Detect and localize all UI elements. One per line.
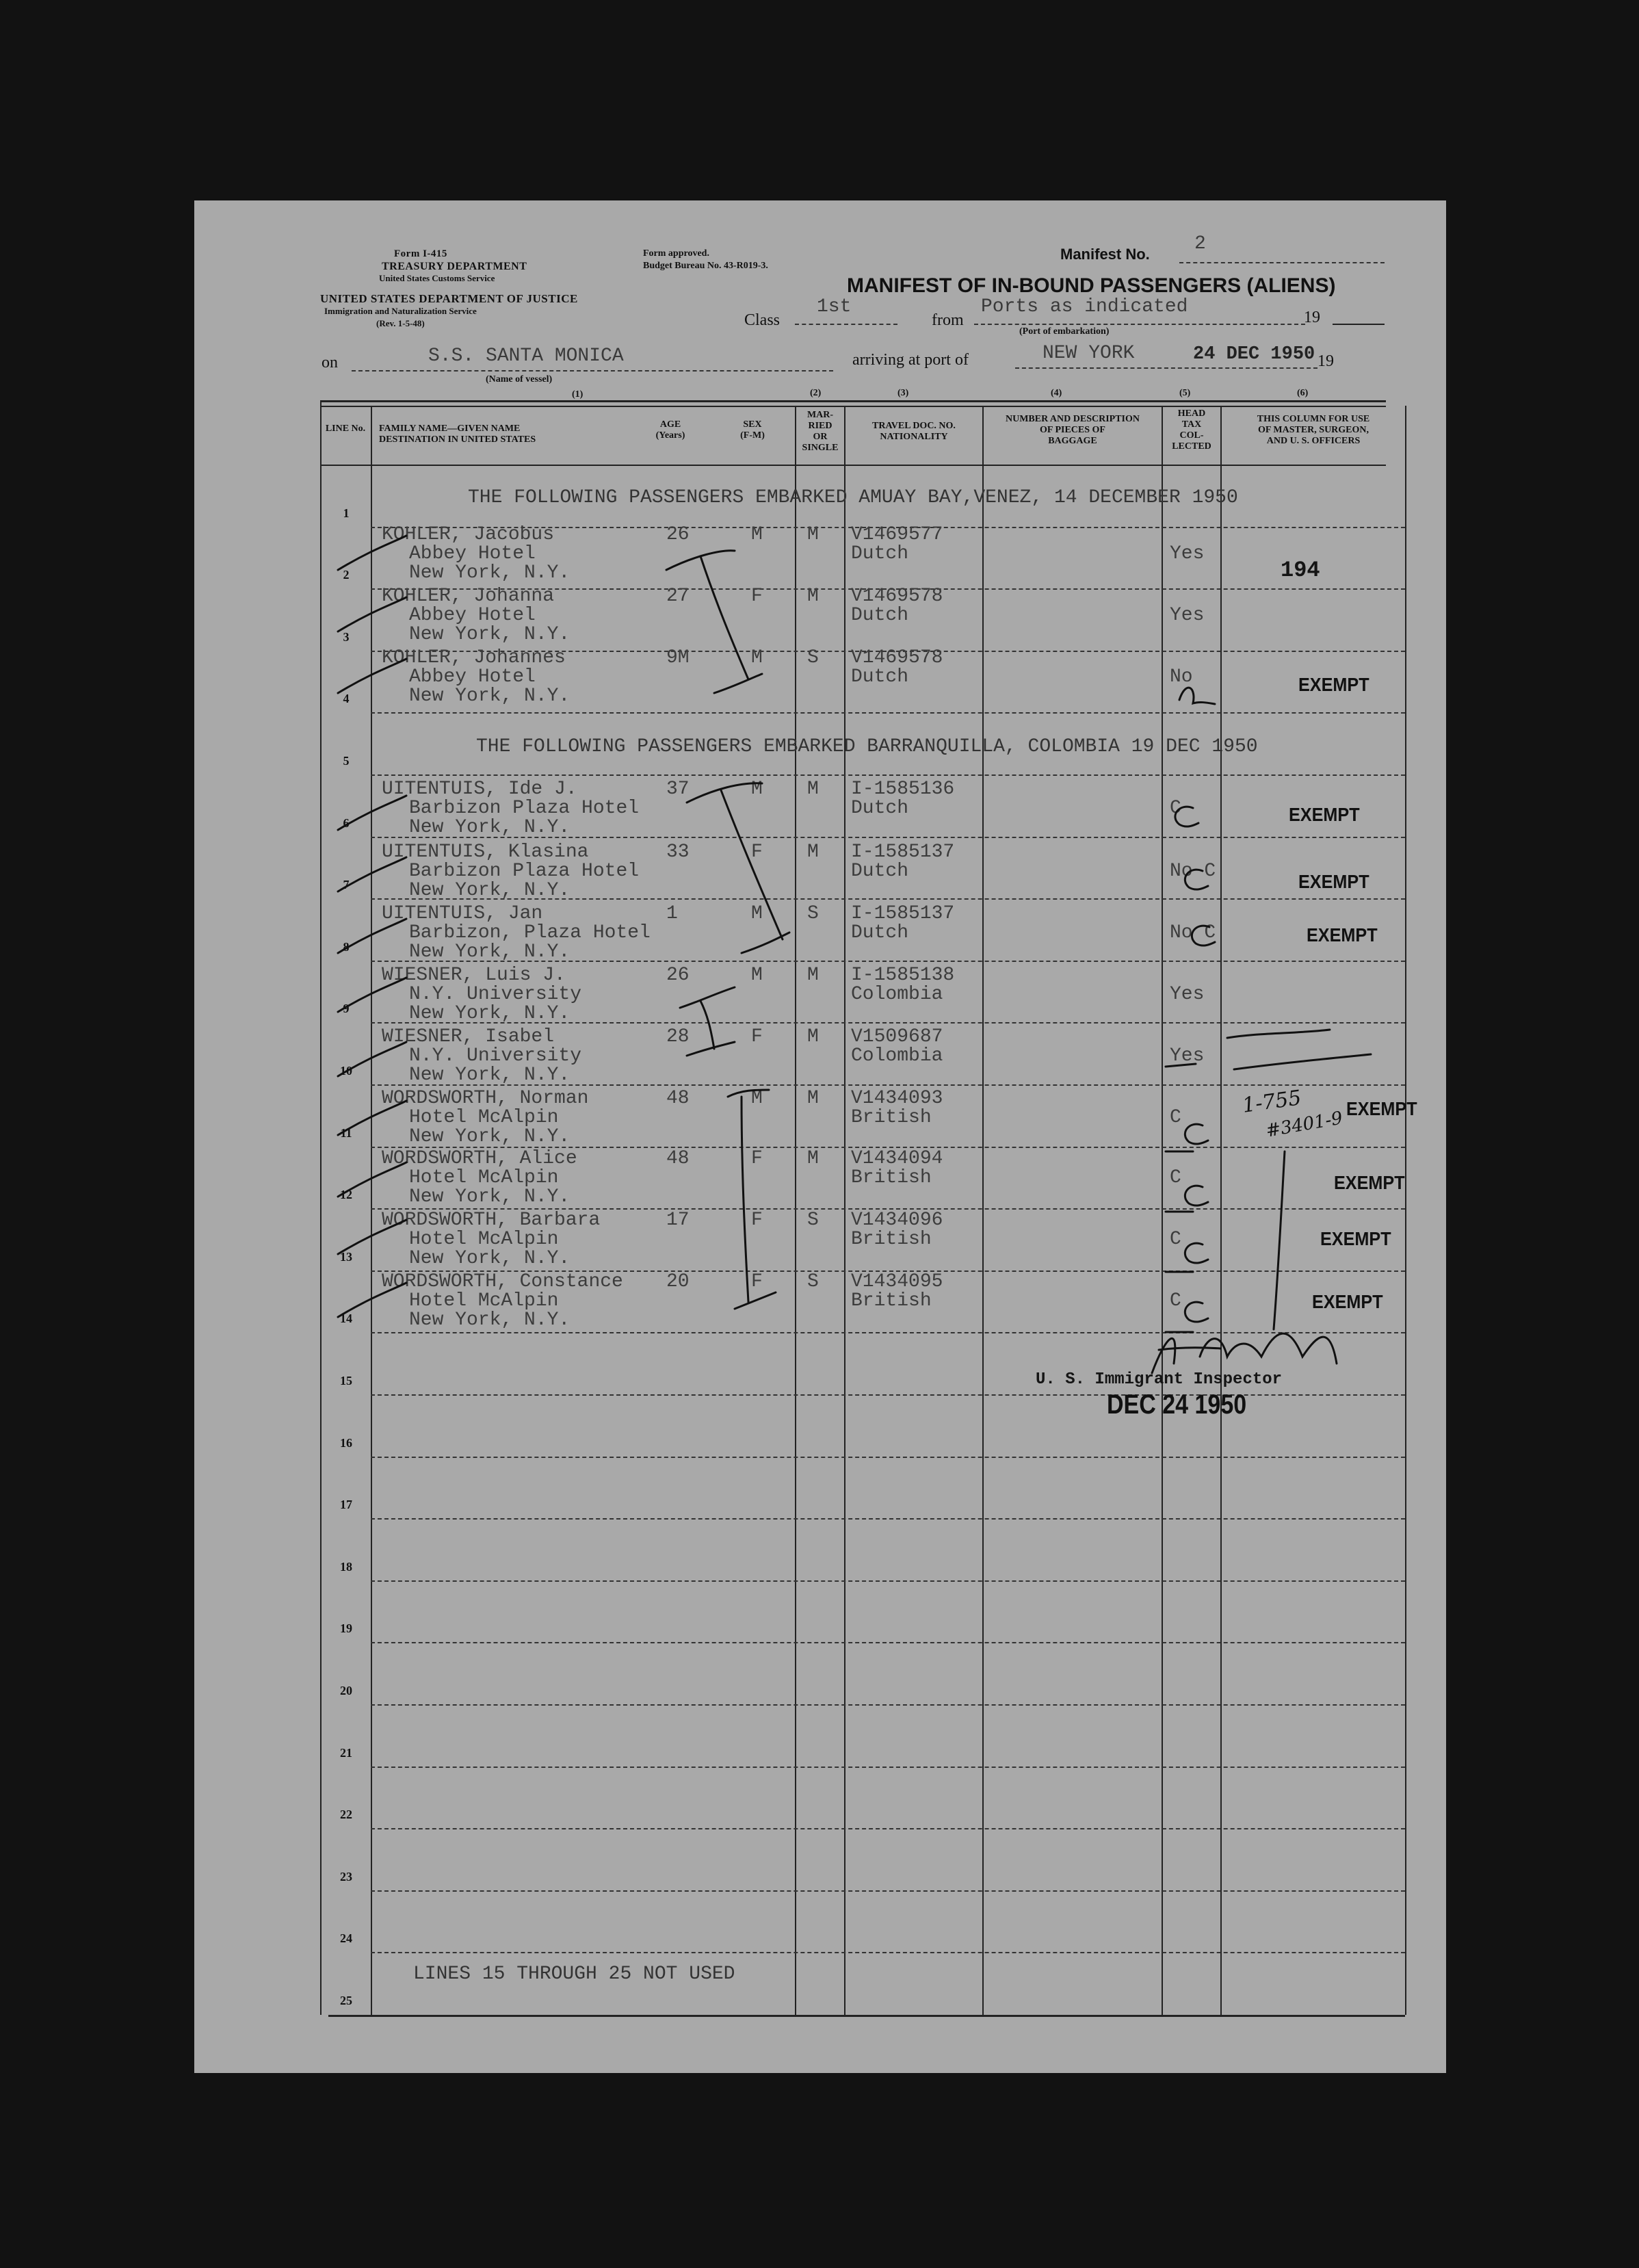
passenger-head-tax: C [1170, 1167, 1181, 1188]
year-prefix: 19 [1304, 309, 1320, 326]
passenger-destination-city: New York, N.Y. [409, 562, 571, 584]
passenger-age: 1 [666, 903, 678, 924]
passenger-destination-city: New York, N.Y. [409, 1186, 571, 1208]
line-number: 12 [340, 1188, 352, 1202]
passenger-age: 26 [666, 524, 690, 545]
passenger-marital-status: M [807, 779, 819, 800]
vessel-name: S.S. SANTA MONICA [428, 346, 624, 367]
from-value: Ports as indicated [981, 296, 1188, 317]
passenger-destination: Abbey Hotel [409, 543, 536, 564]
check-mark [338, 1283, 406, 1317]
passenger-travel-doc: V1434095 [851, 1271, 943, 1292]
year-suffix: 19 [1317, 352, 1334, 370]
passenger-travel-doc: I-1585137 [851, 903, 955, 924]
passenger-age: 26 [666, 965, 690, 986]
passenger-marital-status: M [807, 524, 819, 545]
passenger-destination: Hotel McAlpin [409, 1229, 559, 1250]
footer-note: LINES 15 THROUGH 25 NOT USED [413, 1964, 735, 1985]
passenger-sex: M [751, 1088, 763, 1109]
passenger-destination-city: New York, N.Y. [409, 1065, 571, 1086]
check-mark [338, 1101, 406, 1135]
passenger-destination-city: New York, N.Y. [409, 1309, 571, 1331]
line-number: 24 [340, 1931, 352, 1946]
inspector-label: U. S. Immigrant Inspector [1036, 1370, 1283, 1389]
passenger-destination: Barbizon Plaza Hotel [409, 798, 640, 819]
check-mark [338, 536, 406, 570]
long-vertical-stroke [1274, 1151, 1285, 1329]
passenger-nationality: British [851, 1229, 932, 1250]
column-number-3: (3) [897, 388, 909, 398]
handwritten-marks [194, 200, 1446, 2073]
line-number: 6 [343, 816, 350, 830]
handwritten-c [1185, 870, 1208, 889]
line-number: 1 [343, 506, 350, 520]
passenger-destination-city: New York, N.Y. [409, 686, 571, 707]
exempt-stamp: EXEMPT [1289, 804, 1360, 825]
passenger-head-tax: C [1170, 1107, 1181, 1128]
passenger-head-tax: No C [1170, 861, 1216, 882]
passenger-age: 48 [666, 1148, 690, 1169]
passenger-sex: F [751, 1148, 763, 1169]
col-header-line-no: LINE No. [325, 423, 366, 434]
passenger-head-tax: No [1170, 666, 1193, 688]
passenger-destination-city: New York, N.Y. [409, 817, 571, 838]
passenger-head-tax: Yes [1170, 984, 1205, 1005]
exempt-stamp: EXEMPT [1298, 871, 1369, 892]
manifest-document [194, 200, 1446, 2073]
passenger-nationality: British [851, 1290, 932, 1312]
passenger-name: WIESNER, Isabel [382, 1026, 555, 1047]
passenger-destination-city: New York, N.Y. [409, 941, 571, 963]
handwritten-c [1192, 926, 1215, 946]
passenger-travel-doc: V1434094 [851, 1148, 943, 1169]
passenger-marital-status: S [807, 647, 819, 668]
passenger-destination: Hotel McAlpin [409, 1167, 559, 1188]
line-number: 15 [340, 1374, 352, 1387]
line-number: 7 [343, 878, 350, 892]
passenger-travel-doc: V1434096 [851, 1210, 943, 1231]
line-number: 22 [340, 1808, 352, 1822]
vessel-caption: (Name of vessel) [486, 374, 553, 384]
exempt-stamp: EXEMPT [1307, 924, 1378, 946]
exempt-stamp: EXEMPT [1346, 1098, 1417, 1119]
passenger-travel-doc: V1469577 [851, 524, 943, 545]
passenger-name: KOHLER, Johanna [382, 586, 555, 607]
passenger-name: UITENTUIS, Jan [382, 903, 543, 924]
passenger-nationality: Dutch [851, 922, 909, 943]
passenger-head-tax: C [1170, 798, 1181, 819]
section-header-amuay: THE FOLLOWING PASSENGERS EMBARKED AMUAY BAY,VENEZ, 14 DECEMBER 1950 [468, 487, 1238, 508]
check-mark [338, 1162, 406, 1197]
passenger-head-tax: Yes [1170, 1045, 1205, 1067]
department-of-justice: UNITED STATES DEPARTMENT OF JUSTICE [320, 292, 578, 305]
check-mark [338, 597, 406, 631]
line-number: 25 [340, 1994, 352, 2007]
passenger-destination-city: New York, N.Y. [409, 624, 571, 645]
handwritten-initial [1179, 688, 1215, 704]
passenger-nationality: Dutch [851, 798, 909, 819]
col-header-married: MAR- RIED OR SINGLE [802, 410, 839, 453]
passenger-name: WIESNER, Luis J. [382, 965, 566, 986]
exempt-stamp: EXEMPT [1320, 1228, 1391, 1249]
column-number-1: (1) [572, 389, 584, 400]
line-number: 9 [343, 1002, 350, 1016]
passenger-name: UITENTUIS, Ide J. [382, 779, 577, 800]
passenger-age: 37 [666, 779, 690, 800]
passenger-destination: N.Y. University [409, 1045, 582, 1067]
form-number: Form I-415 [394, 248, 447, 259]
bracket-mark [687, 783, 789, 953]
passenger-destination: Abbey Hotel [409, 666, 536, 688]
line-number: 20 [340, 1684, 352, 1697]
exempt-stamp: EXEMPT [1312, 1291, 1383, 1312]
passenger-nationality: Dutch [851, 543, 909, 564]
passenger-name: KOHLER, Johannes [382, 647, 566, 668]
strike-line [1166, 1064, 1196, 1332]
passenger-name: WORDSWORTH, Alice [382, 1148, 577, 1169]
line-number: 3 [343, 629, 350, 644]
check-mark [338, 919, 406, 953]
exempt-stamp: EXEMPT [1334, 1172, 1405, 1193]
passenger-travel-doc: I-1585137 [851, 842, 955, 863]
check-mark [338, 1220, 406, 1254]
passenger-nationality: Dutch [851, 605, 909, 626]
passenger-name: UITENTUIS, Klasina [382, 842, 589, 863]
form-approved: Form approved. [643, 248, 709, 259]
passenger-name: WORDSWORTH, Barbara [382, 1210, 601, 1231]
class-value: 1st [817, 296, 852, 317]
line-number: 17 [340, 1498, 352, 1512]
handwritten-c [1185, 1124, 1208, 1144]
column-number-5: (5) [1179, 388, 1191, 398]
treasury-department: TREASURY DEPARTMENT [382, 261, 527, 272]
passenger-travel-doc: I-1585138 [851, 965, 955, 986]
passenger-age: 33 [666, 842, 690, 863]
passenger-marital-status: M [807, 965, 819, 986]
passenger-marital-status: S [807, 1271, 819, 1292]
from-label: from [932, 311, 964, 329]
passenger-nationality: Colombia [851, 1045, 943, 1067]
passenger-age: 27 [666, 586, 690, 607]
passenger-nationality: Dutch [851, 666, 909, 688]
passenger-nationality: British [851, 1107, 932, 1128]
handwritten-c [1185, 1186, 1208, 1205]
date-stamp: DEC 24 1950 [1107, 1390, 1247, 1420]
handwritten-c [1175, 807, 1198, 826]
col-header-baggage: NUMBER AND DESCRIPTION OF PIECES OF BAGGAGE [1005, 414, 1140, 446]
passenger-marital-status: S [807, 1210, 819, 1231]
ins-label: Immigration and Naturalization Service [324, 306, 477, 316]
handwritten-c [1185, 1302, 1208, 1322]
line-number: 19 [340, 1621, 352, 1636]
manifest-no-label: Manifest No. [1060, 246, 1150, 263]
line-number: 10 [340, 1064, 352, 1078]
passenger-name: KOHLER, Jacobus [382, 524, 555, 545]
passenger-marital-status: M [807, 1026, 819, 1047]
passenger-head-tax: C [1170, 1290, 1181, 1312]
passenger-destination-city: New York, N.Y. [409, 1003, 571, 1024]
passenger-sex: F [751, 586, 763, 607]
col-header-age: AGE (Years) [655, 419, 685, 441]
passenger-destination-city: New York, N.Y. [409, 1126, 571, 1147]
arrival-port: NEW YORK [1043, 343, 1135, 364]
bracket-mark [666, 551, 762, 693]
check-mark [338, 857, 406, 891]
inspector-signature [1152, 1333, 1337, 1373]
passenger-head-tax: Yes [1170, 605, 1205, 626]
passenger-age: 28 [666, 1026, 690, 1047]
line-number: 18 [340, 1559, 352, 1574]
column-number-4: (4) [1051, 388, 1062, 398]
check-mark [338, 796, 406, 830]
check-mark [338, 978, 406, 1012]
passenger-sex: F [751, 1210, 763, 1231]
passenger-sex: F [751, 1026, 763, 1047]
col-header-sex: SEX (F-M) [740, 419, 765, 441]
budget-bureau: Budget Bureau No. 43-R019-3. [643, 261, 768, 271]
line-number: 11 [340, 1125, 352, 1140]
passenger-age: 9M [666, 647, 690, 668]
line-number: 2 [343, 568, 350, 582]
arrival-date: 24 DEC 1950 [1193, 344, 1315, 365]
check-mark [338, 659, 406, 693]
arriving-label: arriving at port of [852, 351, 969, 369]
class-label: Class [744, 311, 781, 329]
passenger-marital-status: M [807, 1088, 819, 1109]
strike-line [1227, 1030, 1371, 1069]
check-mark [338, 1042, 406, 1076]
section-header-barranquilla: THE FOLLOWING PASSENGERS EMBARKED BARRANQUILLA, COLOMBIA 19 DEC 1950 [476, 736, 1258, 757]
column-number-2: (2) [810, 388, 822, 398]
passenger-destination-city: New York, N.Y. [409, 1248, 571, 1269]
passenger-marital-status: M [807, 586, 819, 607]
handwritten-c [1185, 1243, 1208, 1263]
passenger-destination: Barbizon, Plaza Hotel [409, 922, 651, 943]
port-embarkation-caption: (Port of embarkation) [1019, 326, 1110, 337]
passenger-destination: N.Y. University [409, 984, 582, 1005]
passenger-sex: M [751, 524, 763, 545]
passenger-age: 20 [666, 1271, 690, 1292]
passenger-marital-status: M [807, 1148, 819, 1169]
exempt-stamp: EXEMPT [1298, 674, 1369, 695]
officer-note-handwritten: 1-755 [1240, 1086, 1303, 1118]
col-header-name: FAMILY NAME—GIVEN NAME DESTINATION IN UNITED STATES [379, 423, 536, 445]
line-number: 14 [340, 1312, 352, 1326]
passenger-destination-city: New York, N.Y. [409, 880, 571, 901]
passenger-travel-doc: V1509687 [851, 1026, 943, 1047]
passenger-head-tax: No C [1170, 922, 1216, 943]
passenger-sex: M [751, 779, 763, 800]
revision-label: (Rev. 1-5-48) [376, 318, 425, 328]
passenger-travel-doc: V1469578 [851, 647, 943, 668]
line-number: 16 [340, 1435, 352, 1450]
passenger-destination: Barbizon Plaza Hotel [409, 861, 640, 882]
bracket-mark [728, 1090, 776, 1309]
on-label: on [322, 354, 338, 372]
line-number: 8 [343, 939, 350, 954]
col-header-travel-doc: TRAVEL DOC. NO. NATIONALITY [872, 421, 956, 442]
passenger-age: 17 [666, 1210, 690, 1231]
passenger-sex: F [751, 842, 763, 863]
line-number: 21 [340, 1745, 352, 1760]
passenger-destination: Hotel McAlpin [409, 1107, 559, 1128]
passenger-marital-status: M [807, 842, 819, 863]
passenger-nationality: Dutch [851, 861, 909, 882]
col-header-head-tax: HEAD TAX COL- LECTED [1172, 408, 1211, 452]
passenger-destination: Hotel McAlpin [409, 1290, 559, 1312]
passenger-sex: F [751, 1271, 763, 1292]
bracket-mark [680, 987, 735, 1056]
passenger-sex: M [751, 903, 763, 924]
passenger-sex: M [751, 647, 763, 668]
manifest-no-value: 2 [1194, 233, 1206, 255]
officer-note-194: 194 [1281, 558, 1320, 583]
passenger-destination: Abbey Hotel [409, 605, 536, 626]
passenger-sex: M [751, 965, 763, 986]
passenger-name: WORDSWORTH, Constance [382, 1271, 623, 1292]
passenger-travel-doc: V1469578 [851, 586, 943, 607]
passenger-nationality: British [851, 1167, 932, 1188]
line-number: 23 [340, 1869, 352, 1884]
col-header-officers: THIS COLUMN FOR USE OF MASTER, SURGEON, AND U. S. OFFICERS [1257, 414, 1370, 446]
manifest-title: MANIFEST OF IN-BOUND PASSENGERS (ALIENS) [847, 274, 1336, 297]
officer-note-handwritten: #3401-9 [1264, 1108, 1345, 1142]
line-number: 5 [343, 754, 350, 768]
passenger-travel-doc: V1434093 [851, 1088, 943, 1109]
passenger-marital-status: S [807, 903, 819, 924]
passenger-head-tax: C [1170, 1229, 1181, 1250]
customs-service: United States Customs Service [379, 273, 495, 283]
column-number-6: (6) [1297, 388, 1309, 398]
passenger-nationality: Colombia [851, 984, 943, 1005]
line-number: 4 [343, 692, 350, 706]
passenger-travel-doc: I-1585136 [851, 779, 955, 800]
passenger-name: WORDSWORTH, Norman [382, 1088, 589, 1109]
passenger-head-tax: Yes [1170, 543, 1205, 564]
passenger-age: 48 [666, 1088, 690, 1109]
line-number: 13 [340, 1249, 352, 1264]
